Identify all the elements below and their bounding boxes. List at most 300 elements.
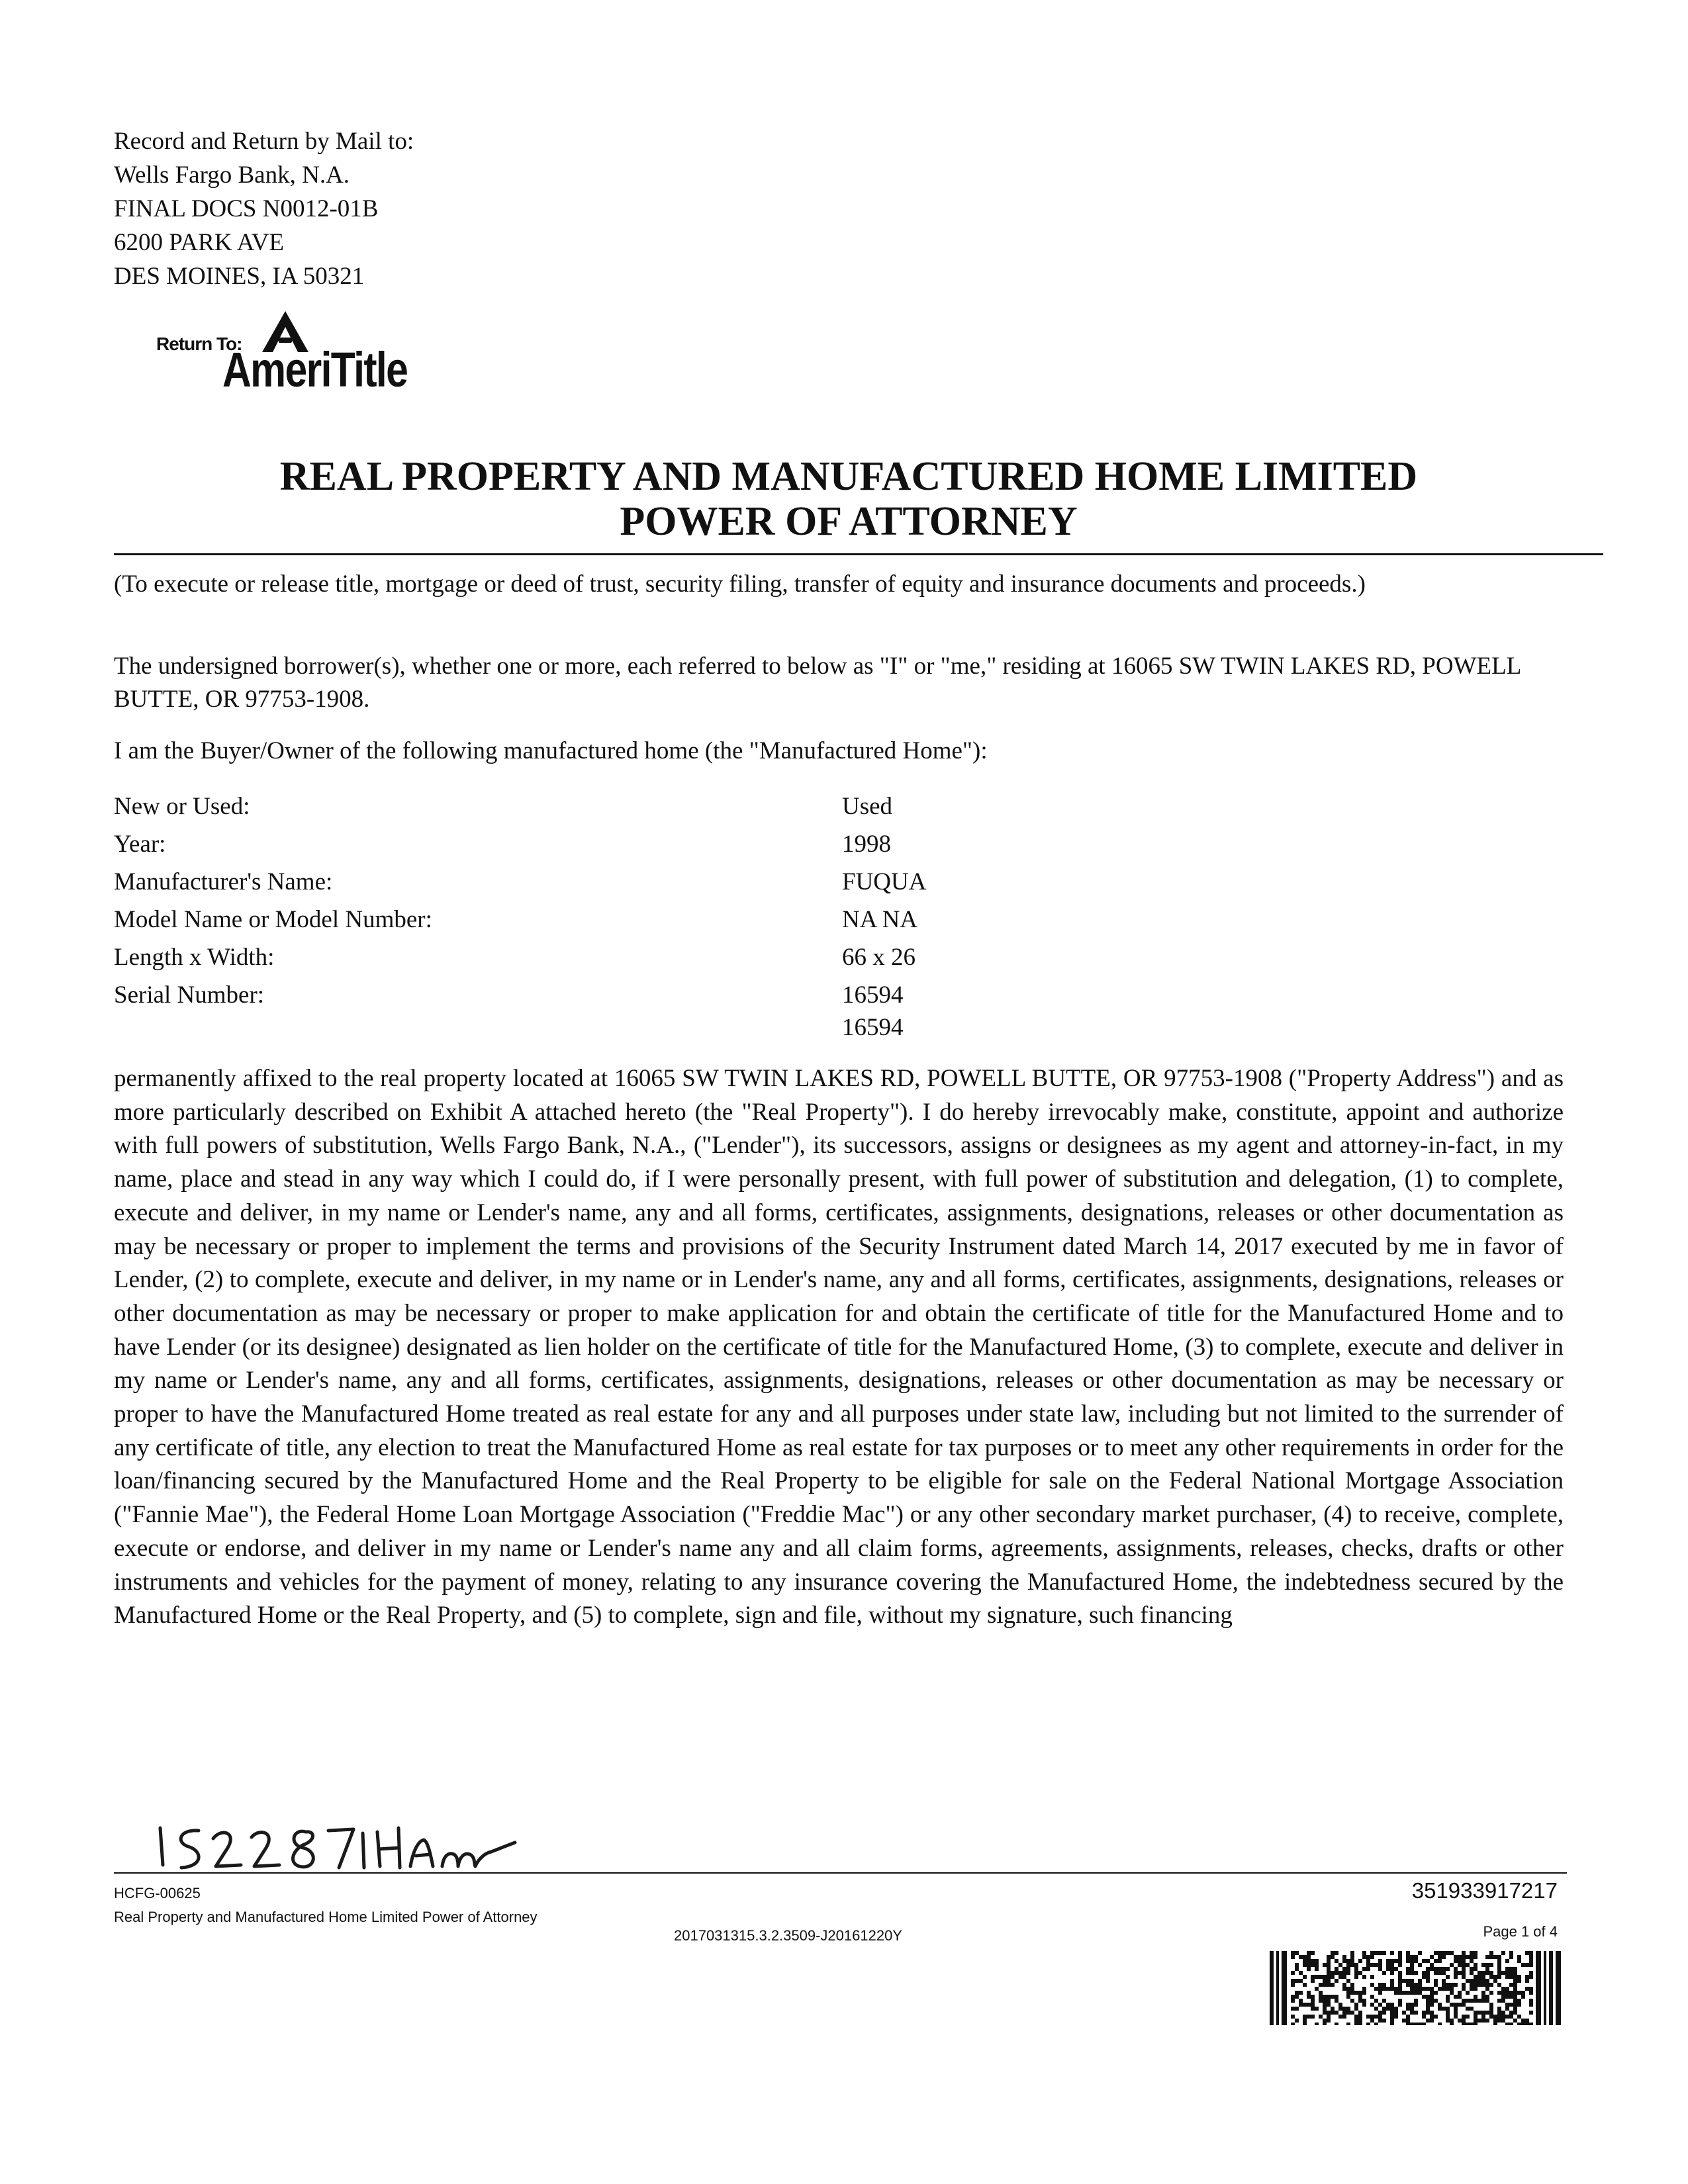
barcode-cell: [1462, 1975, 1466, 1979]
return-address-line: 6200 PARK AVE: [114, 229, 285, 256]
home-detail-value: 1998: [842, 831, 891, 858]
barcode-cell: [1458, 1995, 1462, 1999]
barcode-cell: [1470, 2007, 1474, 2011]
barcode-cell: [1366, 1959, 1370, 1963]
barcode-cell: [1474, 1995, 1477, 1999]
barcode-cell: [1370, 1995, 1374, 1999]
barcode-cell: [1307, 1991, 1311, 1995]
barcode-cell: [1378, 2003, 1382, 2007]
serial-number-value: 16594: [842, 1014, 904, 1041]
barcode-cell: [1331, 2011, 1335, 2015]
barcode-cell: [1410, 1959, 1414, 1963]
barcode-cell: [1354, 1971, 1358, 1975]
barcode-cell: [1462, 1983, 1466, 1987]
barcode-cell: [1414, 1991, 1418, 1995]
barcode-cell: [1386, 2003, 1390, 2007]
owner-paragraph: I am the Buyer/Owner of the following manufactured home (the "Manufactured Home"):: [114, 737, 988, 764]
barcode-cell: [1458, 1991, 1462, 1995]
barcode-cell: [1410, 1967, 1414, 1971]
barcode-cell: [1446, 2015, 1450, 2019]
barcode-cell: [1410, 1963, 1414, 1967]
barcode-cell: [1513, 2019, 1517, 2023]
barcode-cell: [1406, 1991, 1410, 1995]
barcode-cell: [1426, 1979, 1430, 1983]
barcode-bar: [1556, 1951, 1561, 2025]
barcode-cell: [1497, 1983, 1501, 1987]
barcode-cell: [1378, 2011, 1382, 2015]
barcode-cell: [1390, 2011, 1394, 2015]
barcode-cell: [1430, 1987, 1434, 1991]
barcode-cell: [1470, 1967, 1474, 1971]
barcode-cell: [1462, 1951, 1466, 1955]
barcode-cell: [1426, 1967, 1430, 1971]
barcode-cell: [1489, 2003, 1493, 2007]
barcode-cell: [1362, 1951, 1366, 1955]
barcode-cell: [1418, 1987, 1422, 1991]
barcode-cell: [1489, 1975, 1493, 1979]
barcode-cell: [1354, 1975, 1358, 1979]
form-title: Real Property and Manufactured Home Limited Power of Attorney: [114, 1909, 538, 1925]
title-divider: [114, 553, 1603, 555]
barcode-cell: [1493, 2023, 1497, 2025]
barcode-cell: [1477, 1999, 1481, 2003]
barcode-cell: [1497, 2015, 1501, 2019]
barcode-cell: [1446, 1987, 1450, 1991]
home-detail-value: Used: [842, 793, 893, 820]
barcode-cell: [1485, 1999, 1489, 2003]
barcode-cell: [1450, 1983, 1454, 1987]
barcode-cell: [1474, 1963, 1477, 1967]
barcode-cell: [1430, 1955, 1434, 1959]
power-of-attorney-body: permanently affixed to the real property located at 16065 SW TWIN LAKES RD, POWELL BUTTE, OR 97753-1908 ("Property Address") and as more particularly described on Exhibit A attached hereto (the "Real Property"). I do hereby irrevocably make, constitute, appoint and authorize with full powers of substitution, Wells Fargo Bank, N.A., ("Lender"), its successors, assigns or designees as my agent and attorney-in-fact, in my name, place and stead in any way which I could do, if I were personally present, with full power of substitution and delegation, (1) to complete, execute and deliver, in my name or Lender's name, any and all forms, certificates, assignments, designations, releases or other documentation as may be necessary or proper to implement the terms and provisions of the Security Instrument dated March 14, 2017 executed by me in favor of Lender, (2) to complete, execute and deliver, in my name or in Lender's name, any and all forms, certificates, assignments, designations, releases or other documentation as may be necessary or proper to make application for and obtain the certificate of title for the Manufactured Home and to have Lender (or its designee) designated as lien holder on the certificate of title for the Manufactured Home, (3) to complete, execute and deliver in my name or Lender's name, any and all forms, certificates, assignments, designations, releases or other documentation as may be necessary or proper to have the Manufactured Home treated as real estate for any and all purposes under state law, including but not limited to the surrender of any certificate of title, any election to treat the Manufactured Home as real estate for tax purposes or to meet any other requirements in order for the loan/financing secured by the Manufactured Home and the Real Property to be eligible for sale on the Federal National Mortgage Association ("Fannie Mae"), the Federal Home Loan Mortgage Association ("Freddie Mac") or any other secondary market purchaser, (4) to receive, complete, execute or endorse, and deliver in my name or Lender's name any and all claim forms, agreements, assignments, releases, checks, drafts or other instruments and vehicles for the payment of money, relating to any insurance covering the Manufactured Home, the indebtedness secured by the Manufactured Home or the Real Property, and (5) to complete, sign and file, without my signature, such financing: [114, 1065, 1564, 1629]
barcode-cell: [1450, 2023, 1454, 2025]
ameritle-logo: [156, 311, 434, 410]
barcode-cell: [1529, 1991, 1533, 1995]
barcode-cell: [1470, 1955, 1474, 1959]
barcode-cell: [1354, 2003, 1358, 2007]
barcode-cell: [1426, 1995, 1430, 1999]
barcode-cell: [1327, 1967, 1331, 1971]
barcode-cell: [1323, 1983, 1327, 1987]
barcode-cell: [1358, 2023, 1362, 2025]
barcode-cell: [1513, 2011, 1517, 2015]
barcode-cell: [1489, 1955, 1493, 1959]
barcode-cell: [1489, 1983, 1493, 1987]
barcode-cell: [1509, 2015, 1513, 2019]
barcode-cell: [1295, 1991, 1299, 1995]
barcode-cell: [1513, 1971, 1517, 1975]
barcode-cell: [1374, 1951, 1378, 1955]
barcode-cell: [1362, 1975, 1366, 1979]
barcode-cell: [1299, 2003, 1303, 2007]
barcode-cell: [1477, 1979, 1481, 1983]
barcode-cell: [1366, 1963, 1370, 1967]
barcode-cell: [1374, 2023, 1378, 2025]
barcode-cell: [1315, 1987, 1319, 1991]
home-detail-value: 66 x 26: [842, 944, 915, 971]
barcode-cell: [1370, 1951, 1374, 1955]
barcode-cell: [1466, 2015, 1470, 2019]
barcode-cell: [1327, 2015, 1331, 2019]
barcode-cell: [1338, 2003, 1342, 2007]
barcode-cell: [1481, 1963, 1485, 1967]
serial-number-values: [842, 976, 904, 1046]
barcode-cell: [1517, 1959, 1521, 1963]
barcode-cell: [1454, 2015, 1458, 2019]
barcode-cell: [1358, 1991, 1362, 1995]
barcode-cell: [1438, 2023, 1442, 2025]
return-address-line: FINAL DOCS N0012-01B: [114, 195, 379, 222]
barcode-cell: [1346, 1987, 1350, 1991]
barcode-cell: [1307, 1967, 1311, 1971]
barcode-cell: [1406, 1967, 1410, 1971]
barcode-cell: [1454, 1959, 1458, 1963]
barcode-cell: [1291, 1951, 1295, 1955]
barcode-cell: [1525, 1963, 1529, 1967]
barcode-cell: [1485, 2011, 1489, 2015]
barcode-cell: [1470, 1951, 1474, 1955]
barcode-cell: [1406, 1983, 1410, 1987]
barcode-cell: [1505, 1975, 1509, 1979]
barcode-cell: [1358, 2011, 1362, 2015]
barcode-cell: [1406, 2003, 1410, 2007]
barcode-cell: [1342, 1955, 1346, 1959]
barcode-cell: [1529, 1971, 1533, 1975]
barcode-cell: [1366, 2023, 1370, 2025]
barcode-cell: [1422, 1959, 1426, 1963]
barcode-cell: [1521, 1995, 1525, 1999]
barcode-cell: [1390, 1963, 1394, 1967]
barcode-cell: [1291, 1999, 1295, 2003]
barcode-cell: [1354, 2023, 1358, 2025]
home-details: [114, 788, 1041, 1042]
barcode-cell: [1517, 1991, 1521, 1995]
barcode-cell: [1350, 1959, 1354, 1963]
barcode-cell: [1521, 1963, 1525, 1967]
barcode-cell: [1474, 2015, 1477, 2019]
barcode-cell: [1386, 2007, 1390, 2011]
barcode-cell: [1458, 1959, 1462, 1963]
barcode-cell: [1485, 1955, 1489, 1959]
barcode-cell: [1434, 1971, 1438, 1975]
page-number: Page 1 of 4: [1483, 1923, 1558, 1940]
barcode-cell: [1474, 2023, 1477, 2025]
barcode-cell: [1426, 1971, 1430, 1975]
home-detail-label: New or Used:: [114, 793, 250, 820]
barcode-cell: [1434, 1999, 1438, 2003]
barcode-cell: [1517, 1955, 1521, 1959]
barcode-cell: [1319, 1995, 1323, 1999]
barcode-cell: [1307, 1963, 1311, 1967]
barcode-cell: [1529, 2023, 1533, 2025]
barcode-cell: [1414, 1959, 1418, 1963]
barcode-cell: [1331, 2007, 1335, 2011]
barcode-cell: [1315, 1963, 1319, 1967]
barcode-cell: [1374, 2015, 1378, 2019]
barcode-cell: [1406, 2019, 1410, 2023]
barcode-cell: [1470, 1959, 1474, 1963]
barcode-cell: [1342, 1987, 1346, 1991]
barcode-cell: [1370, 1955, 1374, 1959]
barcode-cell: [1311, 1999, 1315, 2003]
barcode-cell: [1398, 1987, 1402, 1991]
barcode-cell: [1525, 1987, 1529, 1991]
barcode-cell: [1307, 1959, 1311, 1963]
barcode-cell: [1513, 1983, 1517, 1987]
barcode-cell: [1422, 2011, 1426, 2015]
barcode-cell: [1481, 1983, 1485, 1987]
barcode-cell: [1517, 1999, 1521, 2003]
barcode-cell: [1315, 2007, 1319, 2011]
barcode-cell: [1374, 1963, 1378, 1967]
barcode-cell: [1517, 2015, 1521, 2019]
barcode-cell: [1430, 1991, 1434, 1995]
logo-name: AmeriTitle: [222, 342, 408, 397]
barcode-cell: [1466, 1979, 1470, 1983]
barcode-bar: [1276, 1951, 1279, 2025]
barcode-cell: [1474, 2019, 1477, 2023]
barcode-cell: [1335, 1979, 1338, 1983]
barcode-cell: [1509, 1971, 1513, 1975]
barcode-cell: [1462, 1959, 1466, 1963]
home-detail-row: [114, 825, 1041, 863]
barcode-cell: [1438, 2007, 1442, 2011]
barcode-cell: [1430, 2019, 1434, 2023]
barcode-cell: [1319, 1991, 1323, 1995]
barcode-cell: [1398, 1955, 1402, 1959]
barcode-cell: [1430, 1967, 1434, 1971]
barcode-cell: [1493, 2019, 1497, 2023]
barcode-cell: [1454, 2011, 1458, 2015]
barcode-cell: [1303, 1963, 1307, 1967]
barcode-cell: [1509, 2011, 1513, 2015]
home-detail-value: NA NA: [842, 906, 918, 933]
barcode-cell: [1418, 1991, 1422, 1995]
barcode-cell: [1398, 1991, 1402, 1995]
barcode-cell: [1331, 1971, 1335, 1975]
barcode-cell: [1346, 2007, 1350, 2011]
barcode-cell: [1462, 1971, 1466, 1975]
barcode-cell: [1323, 2007, 1327, 2011]
barcode-cell: [1509, 1983, 1513, 1987]
barcode-cell: [1509, 1967, 1513, 1971]
barcode-cell: [1422, 2023, 1426, 2025]
barcode-cell: [1358, 1999, 1362, 2003]
barcode-cell: [1481, 1975, 1485, 1979]
purpose-paragraph: (To execute or release title, mortgage or deed of trust, security filing, transfer of equity and insurance documents and proceeds.): [114, 570, 1366, 598]
barcode-cell: [1382, 2007, 1386, 2011]
barcode-cell: [1497, 2019, 1501, 2023]
home-detail-row: [114, 938, 1041, 976]
barcode-cell: [1497, 1999, 1501, 2003]
barcode-cell: [1394, 2011, 1398, 2015]
barcode-cell: [1442, 1979, 1446, 1983]
document-code: 2017031315.3.2.3509-J20161220Y: [674, 1927, 902, 1944]
barcode-cell: [1501, 2015, 1505, 2019]
barcode-cell: [1470, 1971, 1474, 1975]
barcode-cell: [1485, 2019, 1489, 2023]
barcode-cell: [1434, 1983, 1438, 1987]
barcode-cell: [1358, 2019, 1362, 2023]
barcode-cell: [1382, 2011, 1386, 2015]
barcode-cell: [1323, 2011, 1327, 2015]
barcode-icon: [1270, 1951, 1561, 2025]
barcode-cell: [1462, 1963, 1466, 1967]
barcode-cell: [1291, 1979, 1295, 1983]
barcode-cell: [1382, 1971, 1386, 1975]
barcode-cell: [1489, 1951, 1493, 1955]
barcode-cell: [1346, 2023, 1350, 2025]
barcode-cell: [1327, 1959, 1331, 1963]
barcode-cell: [1311, 2015, 1315, 2019]
barcode-cell: [1342, 2011, 1346, 2015]
barcode-bar: [1270, 1951, 1274, 2025]
barcode-cell: [1505, 1987, 1509, 1991]
barcode-cell: [1382, 1951, 1386, 1955]
barcode-cell: [1307, 2015, 1311, 2019]
barcode-cell: [1454, 1995, 1458, 1999]
barcode-cell: [1342, 2007, 1346, 2011]
barcode-cell: [1493, 1979, 1497, 1983]
barcode-cell: [1346, 1979, 1350, 1983]
barcode-cell: [1501, 1995, 1505, 1999]
barcode-cell: [1489, 2007, 1493, 2011]
barcode-cell: [1315, 1975, 1319, 1979]
barcode-cell: [1350, 1955, 1354, 1959]
barcode-cell: [1323, 2023, 1327, 2025]
barcode-cell: [1458, 1963, 1462, 1967]
barcode-cell: [1335, 1999, 1338, 2003]
barcode-cell: [1497, 1963, 1501, 1967]
barcode-cell: [1382, 1999, 1386, 2003]
barcode-cell: [1529, 1975, 1533, 1979]
barcode-cell: [1489, 2011, 1493, 2015]
barcode-cell: [1517, 2003, 1521, 2007]
barcode-cell: [1398, 1975, 1402, 1979]
barcode-cell: [1362, 2003, 1366, 2007]
barcode-cell: [1410, 1987, 1414, 1991]
barcode-cell: [1362, 1955, 1366, 1959]
barcode-cell: [1454, 1967, 1458, 1971]
home-detail-label: Length x Width:: [114, 944, 275, 971]
barcode-cell: [1291, 2015, 1295, 2019]
barcode-cell: [1378, 1987, 1382, 1991]
barcode-cell: [1434, 1951, 1438, 1955]
barcode-cell: [1410, 1955, 1414, 1959]
barcode-cell: [1366, 1955, 1370, 1959]
serial-number-label: Serial Number:: [114, 981, 265, 1009]
barcode-cell: [1430, 1999, 1434, 2003]
barcode-cell: [1525, 2023, 1529, 2025]
barcode-cell: [1331, 1995, 1335, 1999]
barcode-cell: [1493, 1975, 1497, 1979]
barcode-cell: [1462, 2019, 1466, 2023]
barcode-cell: [1370, 1983, 1374, 1987]
barcode-cell: [1446, 1983, 1450, 1987]
barcode-cell: [1327, 1979, 1331, 1983]
barcode-cell: [1327, 2019, 1331, 2023]
barcode-cell: [1410, 2003, 1414, 2007]
barcode-cell: [1434, 1991, 1438, 1995]
barcode-cell: [1378, 1959, 1382, 1963]
barcode-cell: [1311, 1963, 1315, 1967]
barcode-cell: [1390, 2007, 1394, 2011]
barcode-cell: [1442, 1951, 1446, 1955]
barcode-cell: [1331, 1983, 1335, 1987]
barcode-cell: [1374, 2007, 1378, 2011]
barcode-cell: [1442, 1983, 1446, 1987]
barcode-cell: [1434, 1979, 1438, 1983]
barcode-cell: [1346, 1971, 1350, 1975]
barcode-cell: [1485, 1983, 1489, 1987]
barcode-cell: [1394, 1991, 1398, 1995]
barcode-cell: [1303, 2019, 1307, 2023]
barcode-cell: [1470, 1987, 1474, 1991]
barcode-cell: [1505, 1959, 1509, 1963]
barcode-cell: [1319, 2015, 1323, 2019]
barcode-cell: [1398, 1959, 1402, 1963]
barcode-cell: [1402, 2011, 1406, 2015]
barcode-cell: [1497, 1991, 1501, 1995]
barcode-cell: [1442, 1971, 1446, 1975]
barcode-cell: [1414, 1999, 1418, 2003]
barcode-cell: [1426, 1959, 1430, 1963]
barcode-cell: [1299, 1955, 1303, 1959]
barcode-cell: [1327, 1999, 1331, 2003]
barcode-cell: [1382, 1983, 1386, 1987]
barcode-cell: [1406, 2015, 1410, 2019]
barcode-cell: [1307, 2003, 1311, 2007]
barcode-cell: [1529, 1987, 1533, 1991]
barcode-cell: [1414, 2003, 1418, 2007]
barcode-cell: [1315, 2023, 1319, 2025]
barcode-cell: [1474, 1987, 1477, 1991]
barcode-cell: [1410, 2007, 1414, 2011]
barcode-cell: [1335, 2011, 1338, 2015]
barcode-cell: [1346, 1967, 1350, 1971]
barcode-cell: [1470, 1983, 1474, 1987]
barcode-cell: [1505, 1971, 1509, 1975]
barcode-cell: [1454, 1955, 1458, 1959]
barcode-cell: [1350, 1983, 1354, 1987]
barcode-cell: [1414, 2011, 1418, 2015]
barcode-cell: [1513, 1975, 1517, 1979]
handwritten-note: [152, 1813, 523, 1886]
footer-divider: [114, 1872, 1567, 1874]
barcode-cell: [1446, 2007, 1450, 2011]
barcode-cell: [1485, 1995, 1489, 1999]
barcode-cell: [1390, 1959, 1394, 1963]
barcode-cell: [1505, 1995, 1509, 1999]
barcode-cell: [1454, 2003, 1458, 2007]
barcode-cell: [1485, 1963, 1489, 1967]
barcode-cell: [1331, 1951, 1335, 1955]
barcode-cell: [1446, 2011, 1450, 2015]
barcode-cell: [1474, 1975, 1477, 1979]
barcode-cell: [1338, 1975, 1342, 1979]
title-line-2: POWER OF ATTORNEY: [620, 499, 1078, 544]
barcode-cell: [1398, 1951, 1402, 1955]
barcode-cell: [1362, 1987, 1366, 1991]
home-detail-label: Year:: [114, 831, 166, 858]
barcode-cell: [1426, 2019, 1430, 2023]
barcode-cell: [1354, 2015, 1358, 2019]
barcode-cell: [1390, 2015, 1394, 2019]
barcode-cell: [1311, 2003, 1315, 2007]
barcode-cell: [1481, 2015, 1485, 2019]
barcode-cell: [1462, 2023, 1466, 2025]
barcode-cell: [1525, 2019, 1529, 2023]
